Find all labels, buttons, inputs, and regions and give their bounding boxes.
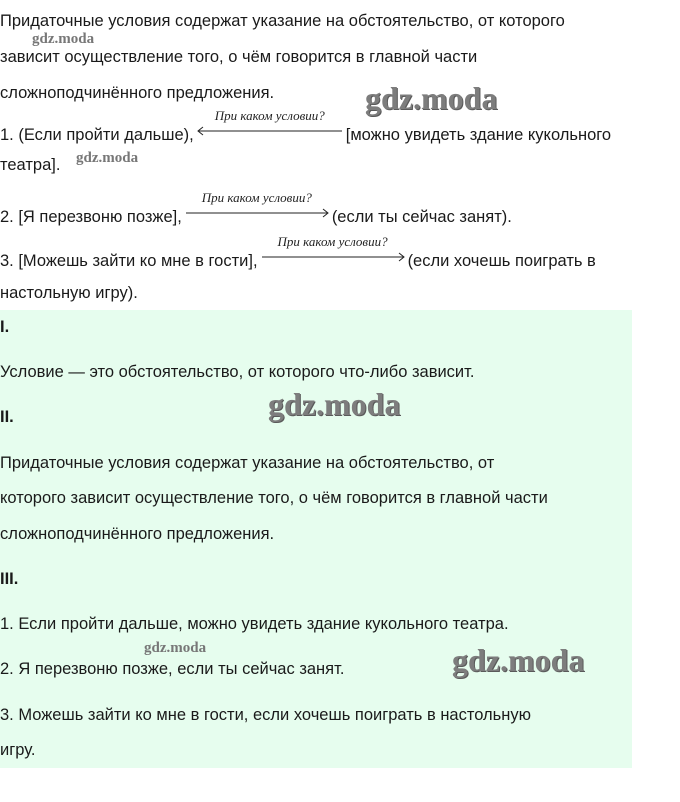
example-1-part-a: 1. (Если пройти дальше), [0, 126, 194, 144]
answer-heading-2: II. [0, 408, 14, 426]
arrow-left-icon [196, 108, 344, 140]
example-1 [0, 108, 612, 146]
example-2-part-b: (если ты сейчас занят). [331, 208, 512, 226]
example-3-part-b: (если хочешь поиграть в [407, 252, 596, 270]
example-2-part-a: 2. [Я перезвоню позже], [0, 208, 182, 226]
watermark-logo: gdz.moda [268, 386, 401, 422]
intro-line-3: сложноподчинённого предложения. [0, 84, 275, 102]
answer-sentence-3-line-1: 3. Можешь зайти ко мне в гости, если хочешь поиграть в настольную [0, 706, 532, 724]
example-3-part-c: настольную игру). [0, 284, 138, 302]
answer-sentence-1: 1. Если пройти дальше, можно увидеть здание кукольного театра. [0, 615, 509, 633]
arrow-right-icon [260, 234, 406, 266]
arrow-right-icon [184, 190, 330, 222]
answer-heading-3: III. [0, 570, 19, 588]
answer-paragraph-1: Условие — это обстоятельство, от которого что-либо зависит. [0, 363, 475, 381]
answer-paragraph-2-line-3: сложноподчинённого предложения. [0, 525, 275, 543]
answer-sentence-3-line-2: игру. [0, 741, 36, 759]
example-3-part-a: 3. [Можешь зайти ко мне в гости], [0, 252, 258, 270]
intro-line-1: Придаточные условия содержат указание на обстоятельство, от которого [0, 12, 565, 30]
answer-sentence-2: 2. Я перезвоню позже, если ты сейчас занят. [0, 660, 345, 678]
watermark-logo: gdz.moda [365, 80, 498, 116]
arrow-caption: При каком условии? [201, 190, 312, 205]
arrow-caption: При каком условии? [277, 234, 388, 249]
example-2 [0, 190, 512, 228]
watermark-logo: gdz.moda [452, 642, 585, 678]
arrow-caption: При каком условии? [214, 108, 325, 123]
answer-paragraph-2-line-1: Придаточные условия содержат указание на обстоятельство, от [0, 454, 495, 472]
example-1-part-b: [можно увидеть здание кукольного [345, 126, 612, 144]
watermark-logo: gdz.moda [32, 31, 95, 47]
answer-heading-1: I. [0, 318, 10, 336]
answer-paragraph-2-line-2: которого зависит осуществление того, о чём говорится в главной части [0, 489, 548, 507]
example-3 [0, 234, 596, 272]
watermark-logo: gdz.moda [76, 150, 139, 166]
example-1-part-c: театра]. [0, 156, 61, 174]
watermark-logo: gdz.moda [144, 640, 207, 656]
intro-line-2: зависит осуществление того, о чём говорится в главной части [0, 48, 478, 66]
